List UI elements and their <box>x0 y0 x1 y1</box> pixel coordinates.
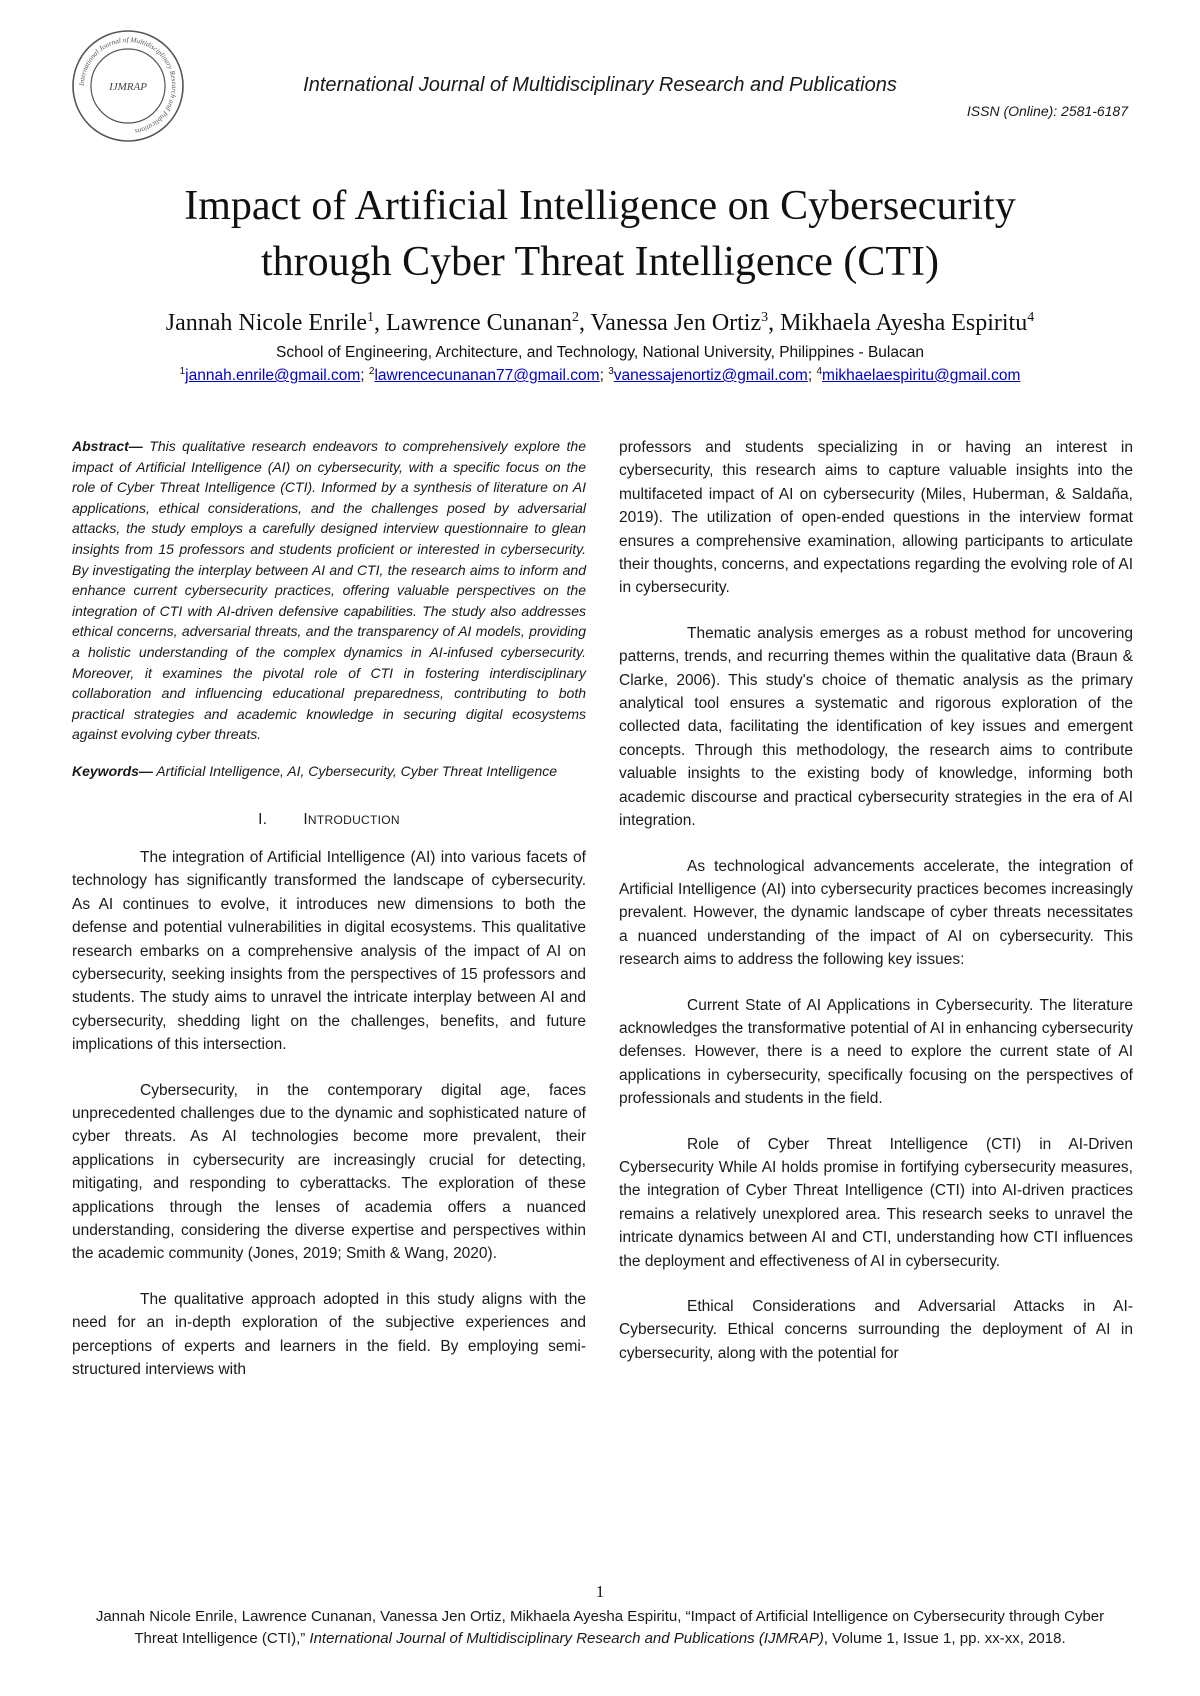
body-paragraph: Ethical Considerations and Adversarial Attacks in AI-Cybersecurity. Ethical concerns surrounding the deployment of AI in cybersecurity, along with the potential for <box>619 1298 1133 1362</box>
author-sup: 4 <box>1027 310 1035 325</box>
abstract-text: This qualitative research endeavors to comprehensively explore the impact of Artificial Intelligence (AI) on cybersecurity, with a specific focus on the role of Cyber Threat Intelligence (CTI). Informed by a synthesis of literature on AI applications, ethical considerations, and the challenges posed by adversarial attacks, the study employs a carefully designed interview questionnaire to glean insights from 15 professors and students proficient or interested in cybersecurity. By investigating the interplay between AI and CTI, the research aims to inform and enhance current cybersecurity practices, offering valuable perspectives on the integration of CTI with AI-driven defensive capabilities. The study also addresses ethical concerns, adversarial threats, and the transparency of AI models, providing a holistic understanding of the complex dynamics in AI-infused cybersecurity. Moreover, it examines the pivotal role of CTI in fostering interdisciplinary collaboration and influencing educational preparedness, contributing to both practical strategies and academic knowledge in securing digital ecosystems against evolving cyber threats. <box>72 438 586 743</box>
body-paragraph: Cybersecurity, in the contemporary digital age, faces unprecedented challenges due to the dynamic and sophisticated nature of cyber threats. As AI technologies become more prevalent, their applications in cybersecurity are increasingly crucial for detecting, mitigating, and responding to cyberattacks. The exploration of these applications through the lenses of academia offers a nuanced understanding, considering the diverse expertise and perspectives within the academic community (Jones, 2019; Smith & Wang, 2020). <box>72 1081 586 1263</box>
author-name: Vanessa Jen Ortiz <box>590 310 762 336</box>
journal-issn: ISSN (Online): 2581-6187 <box>966 103 1128 119</box>
paper-title <box>80 178 1120 290</box>
right-column <box>619 436 1133 1387</box>
citation-authors-title: Jannah Nicole Enrile, Lawrence Cunanan, Vanessa Jen Ortiz, Mikhaela Ayesha Espiritu, “Impact of Artificial Intelligence on Cybersecurity through Cyber Threat Intelligence (CTI),” <box>95 1608 1105 1647</box>
body-paragraph: As technological advancements accelerate, the integration of Artificial Intelligence (AI) into cybersecurity practices becomes increasingly prevalent. However, the dynamic landscape of cyber threats necessitates a nuanced understanding of the impact of AI on cybersecurity. This research aims to address the following key issues: <box>619 857 1133 969</box>
section-heading <box>72 808 586 832</box>
paper-title-line-2: through Cyber Threat Intelligence (CTI) <box>261 239 939 285</box>
abstract-label: Abstract— <box>72 438 143 454</box>
body-paragraph: The integration of Artificial Intelligence (AI) into various facets of technology has significantly transformed the landscape of cybersecurity. As AI continues to evolve, it introduces new dimensions to both the defense and potential vulnerabilities in digital ecosystems. This qualitative research embarks on a comprehensive analysis of the impact of AI on cybersecurity, seeking insights from the perspectives of 15 professors and students. The study aims to unravel the intricate interplay between AI and cybersecurity, shedding light on the challenges, benefits, and future implications of this intersection. <box>72 848 586 1054</box>
author-name: Lawrence Cunanan <box>386 310 572 336</box>
section-title-initial: I <box>303 810 308 828</box>
email-sup: 3 <box>608 366 614 377</box>
author-sup: 1 <box>367 310 375 325</box>
author-list: Jannah Nicole Enrile$^1$, Lawrence Cunanan$^2$, Vanessa Jen Ortiz$^3$, Mikhaela Ayesha Espiritu$^4$ <box>165 310 1035 336</box>
email-link[interactable]: mikhaelaespiritu@gmail.com <box>822 367 1021 385</box>
page-number: 1 <box>595 1582 605 1601</box>
email-link[interactable]: vanessajenortiz@gmail.com <box>613 367 808 385</box>
author-sup: 2 <box>571 310 579 325</box>
logo-text: IJMRAP <box>109 81 147 93</box>
email-link[interactable]: jannah.enrile@gmail.com <box>185 367 361 385</box>
author-sup: 3 <box>761 310 769 325</box>
citation-journal: International Journal of Multidisciplinary Research and Publications (IJMRAP) <box>309 1629 824 1647</box>
author-name: Jannah Nicole Enrile <box>165 310 368 336</box>
email-sup: 2 <box>368 366 375 377</box>
keywords-label: Keywords— <box>72 762 153 779</box>
affiliation: School of Engineering, Architecture, and Technology, National University, Philippines - Bulacan <box>276 344 924 361</box>
citation-details: , Volume 1, Issue 1, pp. xx-xx, 2018. <box>823 1629 1066 1647</box>
email-list: $^1$jannah.enrile@gmail.com; $^2$lawrencecunanan77@gmail.com; $^3$vanessajenortiz@gmail.com; $^4$mikhaelaespiritu@gmail.com <box>179 366 1021 385</box>
body-paragraph: The qualitative approach adopted in this study aligns with the need for an in-depth exploration of the subjective experiences and perceptions of experts and learners in the field. By employing semi-structured interviews with <box>72 1290 586 1379</box>
logo-ring-text: International Journal of Multidisciplinary Research and Publications <box>77 35 179 136</box>
citation-footer <box>90 1606 1110 1649</box>
paper-title-line-1: Impact of Artificial Intelligence on Cybersecurity <box>184 183 1016 229</box>
body-paragraph: professors and students specializing in or having an interest in cybersecurity, this research aims to capture valuable insights into the multifaceted impact of AI on cybersecurity (Miles, Huberman, & Saldaña, 2019). The utilization of open-ended questions in the interview format ensures a comprehensive examination, allowing participants to articulate their thoughts, concerns, and expectations regarding the evolving role of AI in cybersecurity. <box>619 439 1133 597</box>
keywords-text: Artificial Intelligence, AI, Cybersecurity, Cyber Threat Intelligence <box>152 762 558 779</box>
body-paragraph: Current State of AI Applications in Cybersecurity. The literature acknowledges the transformative potential of AI in enhancing cybersecurity defenses. However, there is a need to explore the current state of AI applications in cybersecurity, specifically focusing on the perspectives of professionals and students in the field. <box>619 996 1133 1108</box>
keywords <box>72 761 586 782</box>
email-sup: 4 <box>816 366 823 377</box>
abstract <box>72 436 586 745</box>
author-name: Mikhaela Ayesha Espiritu <box>780 310 1028 336</box>
left-column <box>72 436 586 1403</box>
email-sup: 1 <box>179 366 186 377</box>
journal-name: International Journal of Multidisciplinary Research and Publications <box>303 74 897 96</box>
section-number: I. <box>258 810 268 828</box>
body-paragraph: Thematic analysis emerges as a robust method for uncovering patterns, trends, and recurring themes within the qualitative data (Braun & Clarke, 2006). This study's choice of thematic analysis as the primary analytical tool ensures a systematic and rigorous exploration of the collected data, facilitating the identification of key issues and emergent concepts. Through this methodology, the research aims to contribute valuable insights to the existing body of knowledge, informing both academic discourse and practical cybersecurity strategies in the era of AI integration. <box>619 624 1133 830</box>
email-link[interactable]: lawrencecunanan77@gmail.com <box>374 367 600 385</box>
body-paragraph: Role of Cyber Threat Intelligence (CTI) in AI-Driven Cybersecurity While AI holds promise in fortifying cybersecurity measures, the integration of Cyber Threat Intelligence (CTI) into AI-driven practices remains a relatively unexplored area. This research seeks to unravel the intricate dynamics between AI and CTI, understanding how CTI influences the deployment and effectiveness of AI in cybersecurity. <box>619 1135 1133 1270</box>
section-title-rest: NTRODUCTION <box>307 812 400 827</box>
